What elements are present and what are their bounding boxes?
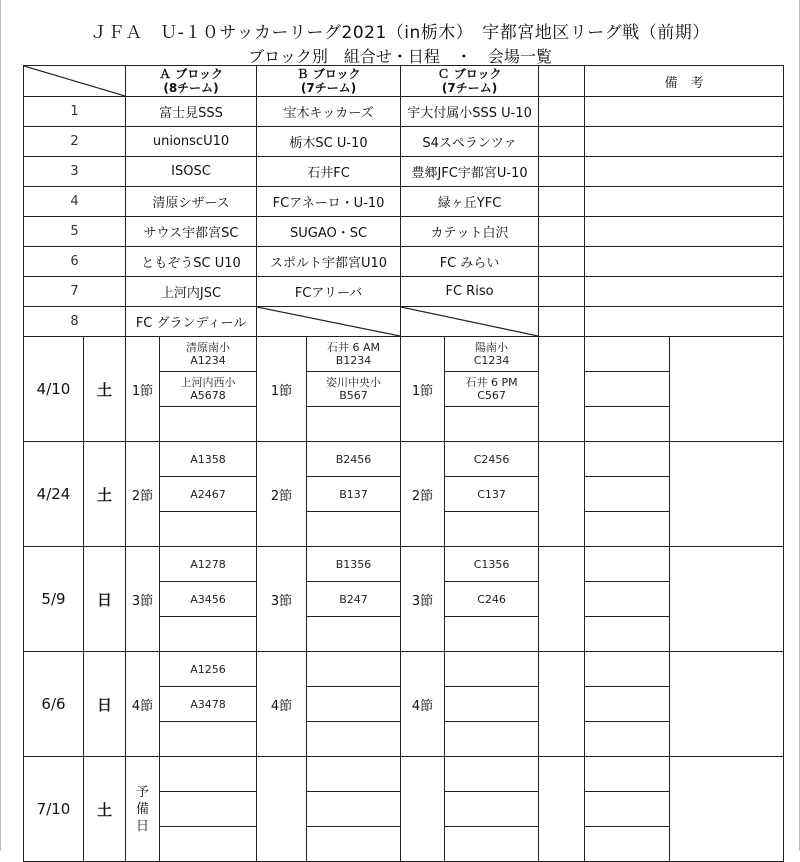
match-code: A3478 xyxy=(190,697,226,711)
match-slot-c xyxy=(445,792,539,827)
team-number-value: 1 xyxy=(70,104,79,119)
match-weekday xyxy=(84,757,126,862)
section-b xyxy=(257,652,307,757)
team-a xyxy=(126,247,257,277)
schedule-row xyxy=(24,442,784,477)
team-row xyxy=(24,157,784,187)
remarks-slot xyxy=(585,547,670,582)
team-b-name: 宝木キッカーズ xyxy=(283,106,374,121)
schedule-row xyxy=(24,757,784,792)
team-row xyxy=(24,307,784,337)
match-slot-b xyxy=(307,757,401,792)
remarks-slot xyxy=(585,477,670,512)
match-slot-b xyxy=(307,512,401,547)
team-row xyxy=(24,97,784,127)
match-code: A1256 xyxy=(190,662,226,676)
team-number-value: 2 xyxy=(70,134,79,149)
match-slot-b xyxy=(307,372,401,407)
match-date-value: 4/24 xyxy=(36,485,71,503)
section-a xyxy=(126,337,160,442)
team-a xyxy=(126,97,257,127)
team-a xyxy=(126,157,257,187)
remarks-cell xyxy=(670,337,784,442)
match-slot-a xyxy=(160,547,257,582)
match-slot-a xyxy=(160,652,257,687)
venue-name: 清原南小 xyxy=(186,341,230,354)
team-number xyxy=(24,277,126,307)
venue-name: 石井 6 PM xyxy=(465,376,518,389)
section-c-label: 3節 xyxy=(411,593,434,609)
document-title: ＪＦＡ Ｕ-１０サッカーリーグ2021（in栃木） 宇都宮地区リーグ戦（前期） xyxy=(90,23,710,43)
match-slot-b xyxy=(307,582,401,617)
a-block-count: (8チーム) xyxy=(163,81,219,95)
section-c-label: 4節 xyxy=(411,698,434,714)
match-date xyxy=(24,442,84,547)
remarks-slot xyxy=(585,407,670,442)
team-b-name: 栃木SC U-10 xyxy=(289,136,368,151)
team-row xyxy=(24,127,784,157)
remarks-blank xyxy=(539,442,585,547)
match-slot-b xyxy=(307,547,401,582)
match-weekday-value: 土 xyxy=(96,380,112,399)
section-b xyxy=(257,547,307,652)
team-blank xyxy=(539,157,585,187)
section-b-label: 4節 xyxy=(270,698,293,714)
c-block-count: (7チーム) xyxy=(441,81,498,95)
match-slot-c xyxy=(445,442,539,477)
team-number xyxy=(24,247,126,277)
team-c xyxy=(401,277,539,307)
match-code: B2456 xyxy=(335,452,372,466)
remarks-cell xyxy=(670,652,784,757)
team-b-name: FCアリーバ xyxy=(294,286,363,301)
team-row xyxy=(24,217,784,247)
match-slot-b xyxy=(307,477,401,512)
team-blank xyxy=(539,217,585,247)
match-weekday xyxy=(84,442,126,547)
match-date xyxy=(24,652,84,757)
team-number xyxy=(24,157,126,187)
team-c xyxy=(401,217,539,247)
match-slot-a xyxy=(160,337,257,372)
match-slot-a xyxy=(160,372,257,407)
match-code: B567 xyxy=(339,389,368,402)
team-remarks xyxy=(585,217,784,247)
match-code: C2456 xyxy=(473,452,510,466)
header-a-block xyxy=(126,66,257,97)
section-a-label: 4節 xyxy=(131,698,154,714)
section-a xyxy=(126,547,160,652)
team-c-name: S4スペランツァ xyxy=(422,136,517,151)
remarks-slot xyxy=(585,827,670,862)
remarks-blank xyxy=(539,652,585,757)
team-remarks xyxy=(585,307,784,337)
section-a-label: 1節 xyxy=(131,383,154,399)
match-slot-c xyxy=(445,827,539,862)
match-slot-c xyxy=(445,407,539,442)
match-weekday-value: 日 xyxy=(96,590,112,609)
match-code: A2467 xyxy=(190,487,226,501)
team-b xyxy=(257,157,401,187)
remarks-slot xyxy=(585,652,670,687)
team-a-name: unionscU10 xyxy=(152,134,230,149)
team-number xyxy=(24,97,126,127)
remarks-slot xyxy=(585,442,670,477)
team-b-name: SUGAO・SC xyxy=(289,226,368,241)
match-date-value: 7/10 xyxy=(36,800,71,818)
team-blank xyxy=(539,97,585,127)
schedule-table-body xyxy=(24,66,784,862)
match-slot-b xyxy=(307,442,401,477)
match-slot-c xyxy=(445,617,539,652)
match-slot-a xyxy=(160,757,257,792)
remarks-slot xyxy=(585,512,670,547)
b-block-title: Ｂ ブロック xyxy=(296,67,361,81)
match-weekday-value: 土 xyxy=(96,485,112,504)
team-blank xyxy=(539,247,585,277)
match-slot-a xyxy=(160,722,257,757)
team-remarks xyxy=(585,247,784,277)
schedule-table xyxy=(23,65,784,862)
match-slot-b xyxy=(307,687,401,722)
match-weekday xyxy=(84,547,126,652)
remarks-cell xyxy=(670,757,784,862)
match-slot-a xyxy=(160,477,257,512)
match-slot-c xyxy=(445,757,539,792)
header-remarks xyxy=(585,66,784,97)
team-c-name: 緑ヶ丘YFC xyxy=(437,196,502,211)
match-slot-a xyxy=(160,827,257,862)
team-number-value: 4 xyxy=(70,194,79,209)
header-b-block xyxy=(257,66,401,97)
match-code: B247 xyxy=(339,592,368,606)
team-c-name: FC みらい xyxy=(439,256,500,271)
remarks-slot xyxy=(585,372,670,407)
match-code: B1356 xyxy=(335,557,372,571)
match-weekday xyxy=(84,337,126,442)
team-blank xyxy=(539,127,585,157)
team-number-value: 7 xyxy=(70,284,79,299)
team-c xyxy=(401,157,539,187)
match-slot-b xyxy=(307,722,401,757)
match-code: A1234 xyxy=(190,354,226,367)
remarks-slot xyxy=(585,687,670,722)
match-code: B1234 xyxy=(335,354,372,367)
section-c xyxy=(401,757,445,862)
section-a xyxy=(126,757,160,862)
team-number-value: 5 xyxy=(70,224,79,239)
match-code: A1358 xyxy=(190,452,226,466)
remarks-cell xyxy=(670,547,784,652)
remarks-blank xyxy=(539,547,585,652)
team-c-name: カテット白沢 xyxy=(430,226,509,241)
section-c xyxy=(401,442,445,547)
page-border-right xyxy=(795,0,800,851)
team-a xyxy=(126,277,257,307)
match-slot-a xyxy=(160,792,257,827)
team-row xyxy=(24,187,784,217)
page-border-left xyxy=(0,0,5,851)
header-corner-cell xyxy=(24,66,126,97)
team-a xyxy=(126,127,257,157)
remarks-blank xyxy=(539,337,585,442)
match-slot-c xyxy=(445,512,539,547)
team-remarks xyxy=(585,187,784,217)
section-c xyxy=(401,652,445,757)
team-c xyxy=(401,187,539,217)
team-a xyxy=(126,307,257,337)
match-slot-a xyxy=(160,617,257,652)
team-number xyxy=(24,307,126,337)
match-slot-c xyxy=(445,477,539,512)
remarks-blank xyxy=(539,757,585,862)
match-date xyxy=(24,337,84,442)
team-number xyxy=(24,127,126,157)
team-b-name: スポルト宇都宮U10 xyxy=(269,256,388,271)
match-weekday xyxy=(84,652,126,757)
section-b xyxy=(257,442,307,547)
match-code: C137 xyxy=(477,487,506,501)
team-c xyxy=(401,127,539,157)
team-c-name: 豊郷JFC宇都宮U-10 xyxy=(411,166,528,181)
team-a-name: 富士見SSS xyxy=(159,106,223,121)
team-remarks xyxy=(585,127,784,157)
team-number-value: 8 xyxy=(70,314,79,329)
team-remarks xyxy=(585,277,784,307)
match-slot-c xyxy=(445,652,539,687)
match-code: B137 xyxy=(339,487,368,501)
section-b xyxy=(257,757,307,862)
match-slot-b xyxy=(307,617,401,652)
match-slot-a xyxy=(160,582,257,617)
team-row xyxy=(24,247,784,277)
section-c xyxy=(401,337,445,442)
team-b-name: 石井FC xyxy=(307,166,350,181)
match-slot-c xyxy=(445,722,539,757)
match-date-value: 5/9 xyxy=(41,590,66,608)
match-slot-c xyxy=(445,582,539,617)
remarks-slot xyxy=(585,337,670,372)
team-b xyxy=(257,247,401,277)
team-number xyxy=(24,217,126,247)
team-a-name: ともぞうSC U10 xyxy=(141,256,241,271)
schedule-row xyxy=(24,652,784,687)
team-b xyxy=(257,187,401,217)
section-b xyxy=(257,337,307,442)
venue-name: 陽南小 xyxy=(475,341,509,354)
reserve-day-label: 予備日 xyxy=(135,784,149,834)
remarks-slot xyxy=(585,757,670,792)
match-slot-c xyxy=(445,547,539,582)
match-code: C246 xyxy=(477,592,506,606)
section-c-label: 1節 xyxy=(411,383,434,399)
team-a-name: 上河内JSC xyxy=(160,286,222,301)
team-b-empty xyxy=(257,307,401,337)
remarks-slot xyxy=(585,722,670,757)
team-b xyxy=(257,97,401,127)
team-b xyxy=(257,277,401,307)
venue-name: 上河内西小 xyxy=(180,376,236,389)
match-slot-a xyxy=(160,512,257,547)
match-date xyxy=(24,757,84,862)
team-a-name: サウス宇都宮SC xyxy=(143,226,239,241)
team-a xyxy=(126,217,257,247)
match-code: A5678 xyxy=(190,389,226,402)
schedule-row xyxy=(24,337,784,372)
match-slot-c xyxy=(445,687,539,722)
team-b-name: FCアネーロ・U-10 xyxy=(272,196,385,211)
section-c xyxy=(401,547,445,652)
a-block-title: Ａ ブロック xyxy=(159,67,223,81)
section-c-label: 2節 xyxy=(411,488,434,504)
team-remarks xyxy=(585,97,784,127)
team-a xyxy=(126,187,257,217)
b-block-count: (7チーム) xyxy=(300,81,357,95)
team-a-name: ISOSC xyxy=(171,164,211,179)
match-slot-b xyxy=(307,827,401,862)
section-a-label: 3節 xyxy=(131,593,154,609)
team-b xyxy=(257,127,401,157)
team-number-value: 6 xyxy=(70,254,79,269)
remarks-slot xyxy=(585,582,670,617)
match-weekday-value: 日 xyxy=(96,695,112,714)
team-a-name: FC グランディール xyxy=(135,316,247,331)
match-slot-a xyxy=(160,442,257,477)
match-code: A3456 xyxy=(190,592,226,606)
match-code: A1278 xyxy=(190,557,226,571)
section-a xyxy=(126,652,160,757)
team-a-name: 清原シザース xyxy=(152,196,230,211)
team-c-name: FC Riso xyxy=(445,284,494,299)
match-date-value: 4/10 xyxy=(36,380,71,398)
c-block-title: Ｃ ブロック xyxy=(437,67,502,81)
match-slot-a xyxy=(160,407,257,442)
team-number-value: 3 xyxy=(70,164,79,179)
match-code: C567 xyxy=(477,389,506,402)
match-slot-b xyxy=(307,407,401,442)
document-subtitle: ブロック別 組合せ・日程 ・ 会場一覧 xyxy=(248,47,552,66)
match-weekday-value: 土 xyxy=(96,800,112,819)
match-slot-c xyxy=(445,337,539,372)
header-c-block xyxy=(401,66,539,97)
team-c-empty xyxy=(401,307,539,337)
match-slot-a xyxy=(160,687,257,722)
section-b-label: 2節 xyxy=(270,488,293,504)
section-b-label: 1節 xyxy=(270,383,293,399)
header-blank-cell xyxy=(539,66,585,97)
team-blank xyxy=(539,277,585,307)
team-blank xyxy=(539,187,585,217)
match-code: C1356 xyxy=(473,557,510,571)
match-slot-b xyxy=(307,652,401,687)
match-slot-c xyxy=(445,372,539,407)
match-code: C1234 xyxy=(473,354,510,367)
team-row xyxy=(24,277,784,307)
team-c xyxy=(401,247,539,277)
schedule-row xyxy=(24,547,784,582)
venue-name: 姿川中央小 xyxy=(326,376,382,389)
remarks-slot xyxy=(585,617,670,652)
team-b xyxy=(257,217,401,247)
match-slot-b xyxy=(307,792,401,827)
remarks-label: 備 考 xyxy=(664,75,704,91)
remarks-cell xyxy=(670,442,784,547)
match-slot-b xyxy=(307,337,401,372)
team-number xyxy=(24,187,126,217)
team-c xyxy=(401,97,539,127)
section-a-label: 2節 xyxy=(131,488,154,504)
team-remarks xyxy=(585,157,784,187)
team-c-name: 宇大付属小SSS U-10 xyxy=(407,106,532,121)
match-date-value: 6/6 xyxy=(41,695,66,713)
team-blank xyxy=(539,307,585,337)
match-date xyxy=(24,547,84,652)
section-b-label: 3節 xyxy=(270,593,293,609)
section-a xyxy=(126,442,160,547)
venue-name: 石井 6 AM xyxy=(327,341,381,354)
remarks-slot xyxy=(585,792,670,827)
